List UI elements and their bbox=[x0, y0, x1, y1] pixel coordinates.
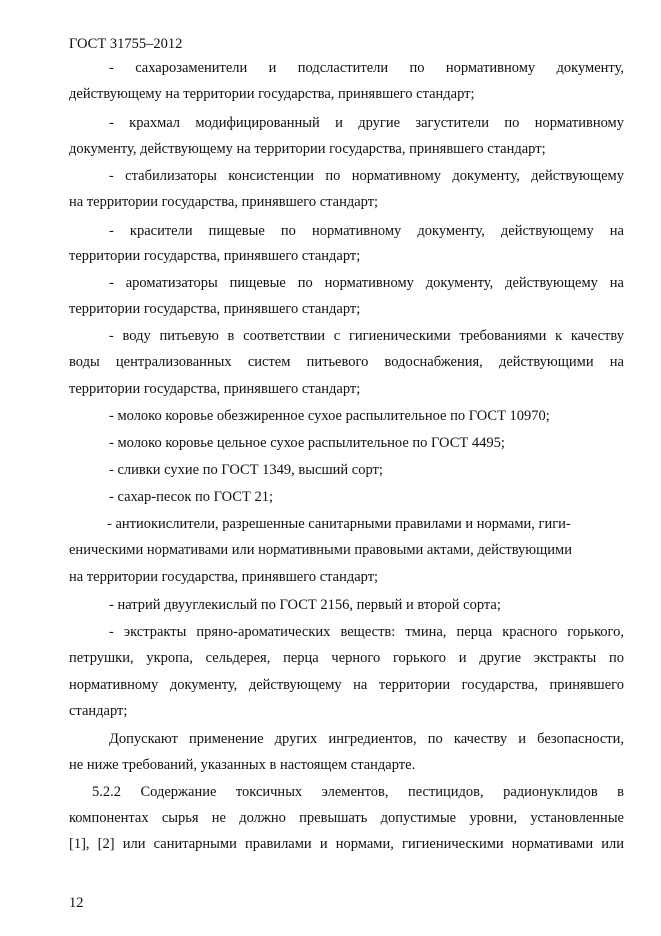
text-line: - красители пищевые по нормативному документу, действующему на bbox=[109, 223, 624, 239]
text-line: территории государства, принявшего стандарт; bbox=[69, 381, 361, 397]
text-line: Допускают применение других ингредиентов, по качеству и безопасности, bbox=[109, 731, 624, 747]
text-line: - натрий двууглекислый по ГОСТ 2156, первый и второй сорта; bbox=[109, 597, 501, 613]
text-line: - сахарозаменители и подсластители по нормативному документу, bbox=[109, 60, 624, 76]
text-line: - стабилизаторы консистенции по нормативному документу, действующему bbox=[109, 168, 624, 184]
text-line: не ниже требований, указанных в настоящем стандарте. bbox=[69, 757, 416, 773]
text-line: на территории государства, принявшего стандарт; bbox=[69, 569, 379, 585]
text-line: воды централизованных систем питьевого водоснабжения, действующими на bbox=[69, 354, 624, 370]
text-line: - ароматизаторы пищевые по нормативному документу, действующему на bbox=[109, 275, 624, 291]
text-line: компонентах сырья не должно превышать допустимые уровни, установленные bbox=[69, 810, 624, 826]
text-line: - экстракты пряно-ароматических веществ: тмина, перца красного горького, bbox=[109, 624, 624, 640]
text-line: нормативному документу, действующему на территории государства, принявшего bbox=[69, 677, 624, 693]
text-line: - воду питьевую в соответствии с гигиеническими требованиями к качеству bbox=[109, 328, 624, 344]
text-line: еническими нормативами или нормативными правовыми актами, действующими bbox=[69, 542, 572, 558]
text-line: территории государства, принявшего стандарт; bbox=[69, 301, 361, 317]
text-line: действующему на территории государства, принявшего стандарт; bbox=[69, 86, 475, 102]
text-line: - антиокислители, разрешенные санитарными правилами и нормами, гиги- bbox=[107, 516, 571, 532]
text-line: территории государства, принявшего стандарт; bbox=[69, 248, 361, 264]
text-line: - сливки сухие по ГОСТ 1349, высший сорт; bbox=[109, 462, 383, 478]
document-header: ГОСТ 31755–2012 bbox=[69, 36, 183, 52]
text-line: - молоко коровье цельное сухое распылительное по ГОСТ 4495; bbox=[109, 435, 505, 451]
text-line: [1], [2] или санитарными правилами и нормами, гигиеническими нормативами или bbox=[69, 836, 624, 852]
text-line: петрушки, укропа, сельдерея, перца черного горького и другие экстракты по bbox=[69, 650, 624, 666]
text-line: - сахар-песок по ГОСТ 21; bbox=[109, 489, 273, 505]
text-line: на территории государства, принявшего стандарт; bbox=[69, 194, 379, 210]
text-line: - крахмал модифицированный и другие загустители по нормативному bbox=[109, 115, 624, 131]
text-line: 5.2.2 Содержание токсичных элементов, пестицидов, радионуклидов в bbox=[92, 784, 624, 800]
text-line: стандарт; bbox=[69, 703, 128, 719]
page-number: 12 bbox=[69, 895, 84, 911]
text-line: - молоко коровье обезжиренное сухое распылительное по ГОСТ 10970; bbox=[109, 408, 550, 424]
text-line: документу, действующему на территории государства, принявшего стандарт; bbox=[69, 141, 546, 157]
